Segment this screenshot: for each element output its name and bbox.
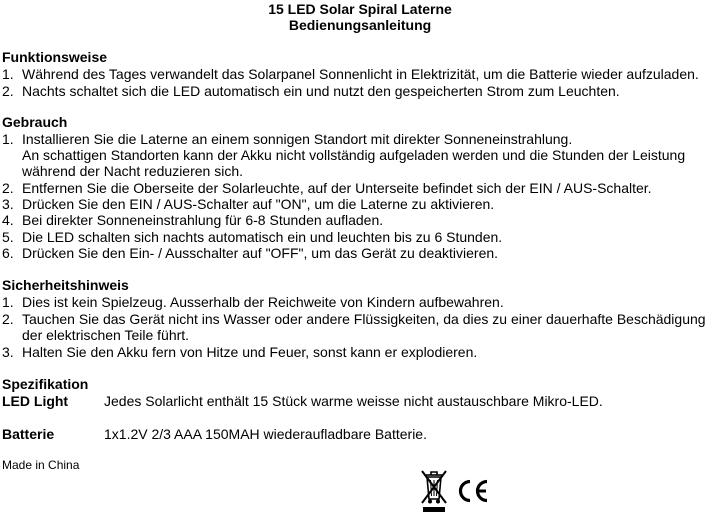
gebrauch-item-3: 3. Drücken Sie den EIN / AUS-Schalter auf "ON", um die Laterne zu aktivieren.: [2, 196, 495, 212]
heading-spezifikation: Spezifikation: [2, 376, 89, 392]
document-title-line2: Bedienungsanleitung: [288, 17, 432, 33]
gebrauch-item-4: 4. Bei direkter Sonneneinstrahlung für 6-8 Stunden aufladen.: [2, 212, 384, 228]
heading-funktionsweise: Funktionsweise: [2, 49, 108, 65]
sicherheit-item-1: 1. Dies ist kein Spielzeug. Ausserhalb der Reichweite von Kindern aufbewahren.: [2, 294, 504, 310]
made-in-china: Made in China: [2, 458, 80, 472]
heading-gebrauch: Gebrauch: [2, 114, 68, 130]
gebrauch-item-1-cont-b: während der Nacht reduzieren sich.: [22, 163, 244, 179]
spec-batterie-value: 1x1.2V 2/3 AAA 150MAH wiederaufladbare Batterie.: [104, 426, 427, 442]
gebrauch-item-2: 2. Entfernen Sie die Oberseite der Solarleuchte, auf der Unterseite befindet sich der EIN / AUS-Schalter.: [2, 180, 652, 196]
document-title-line1: 15 LED Solar Spiral Laterne: [268, 1, 452, 17]
gebrauch-item-5: 5. Die LED schalten sich nachts automatisch ein und leuchten bis zu 6 Stunden.: [2, 229, 503, 245]
heading-sicherheitshinweis: Sicherheitshinweis: [2, 277, 129, 293]
spec-led-label: LED Light: [2, 393, 69, 409]
gebrauch-item-1-cont-a: An schattigen Standorten kann der Akku nicht vollständig aufgeladen werden und die Stunden der Leistung: [22, 147, 686, 163]
funktionsweise-item-2: 2. Nachts schaltet sich die LED automatisch ein und nutzt den gespeicherten Strom zum Leuchten.: [2, 83, 620, 99]
sicherheit-item-2-cont: der elektrischen Teile führt.: [22, 327, 190, 343]
gebrauch-item-6: 6. Drücken Sie den Ein- / Ausschalter auf "OFF", um das Gerät zu deaktivieren.: [2, 245, 499, 261]
spec-batterie-label: Batterie: [2, 426, 55, 442]
gebrauch-item-1: 1. Installieren Sie die Laterne an einem sonnigen Standort mit direkter Sonneneinstrahlung.: [2, 131, 573, 147]
ce-mark-icon: [456, 478, 490, 504]
sicherheit-item-3: 3. Halten Sie den Akku fern von Hitze und Feuer, sonst kann er explodieren.: [2, 344, 478, 360]
weee-bin-icon: [418, 466, 450, 514]
sicherheit-item-2: 2. Tauchen Sie das Gerät nicht ins Wasser oder andere Flüssigkeiten, da dies zu einer dauerhafte Beschädigung: [2, 311, 706, 327]
spec-led-value: Jedes Solarlicht enthält 15 Stück warme weisse nicht austauschbare Mikro-LED.: [104, 393, 603, 409]
funktionsweise-item-1: 1. Während des Tages verwandelt das Solarpanel Sonnenlicht in Elektrizität, um die Batterie wieder aufzuladen.: [2, 66, 699, 82]
